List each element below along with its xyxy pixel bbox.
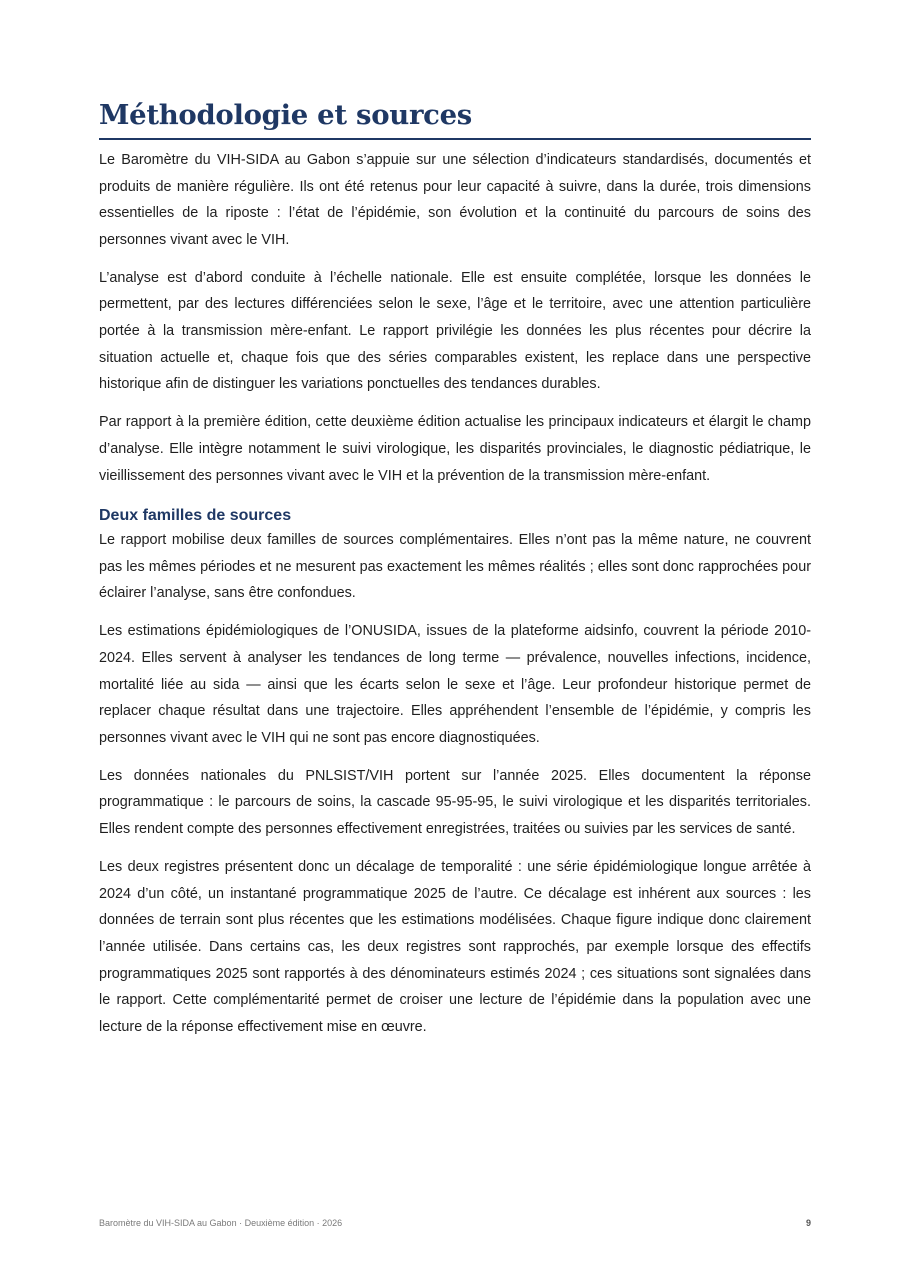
intro-paragraph: Le Baromètre du VIH-SIDA au Gabon s’appuie sur une sélection d’indicateurs standardisés, documentés et produits de manière régulière. Ils ont été retenus pour leur capacité à suivre, dans la durée, trois dimensions essentielles de la riposte : l’état de l’épidémie, son évolution et la continuité du parcours de soins des personnes vivant avec le VIH. (99, 152, 811, 248)
intro-paragraph: Par rapport à la première édition, cette deuxième édition actualise les principaux indicateurs et élargit le champ d’analyse. Elle intègre notamment le suivi virologique, les disparités provinciales, le diagnostic pédiatrique, le vieillissement des personnes vivant avec le VIH et la prévention de la transmission mère-enfant. (99, 414, 811, 484)
page-number: 9 (805, 1218, 811, 1228)
source-paragraph: Les données nationales du PNLSIST/VIH portent sur l’année 2025. Elles documentent la réponse programmatique : le parcours de soins, la cascade 95-95-95, le suivi virologique et les disparités territoriales. Elles rendent compte des personnes effectivement enregistrées, traitées ou suivies par les services de santé. (99, 767, 811, 838)
page-footer (99, 1218, 811, 1228)
source-paragraph: Les estimations épidémiologiques de l’ONUSIDA, issues de la plateforme aidsinfo, couvrent la période 2010-2024. Elles servent à analyser les tendances de long terme — prévalence, nouvelles infections, incidence, mortalité liée au sida — ainsi que les écarts selon le sexe et l’âge. Leur profondeur historique permet de replacer chaque résultat dans une trajectoire. Elles appréhendent l’ensemble de l’épidémie, y compris les personnes vivant avec le VIH qui ne sont pas encore diagnostiquées. (99, 623, 811, 746)
source-paragraph: Le rapport mobilise deux familles de sources complémentaires. Elles n’ont pas la même nature, ne couvrent pas les mêmes périodes et ne mesurent pas exactement les mêmes réalités ; elles sont donc rapprochées pour éclairer l’analyse, sans être confondues. (99, 532, 811, 602)
intro-paragraph: L’analyse est d’abord conduite à l’échelle nationale. Elle est ensuite complétée, lorsque les données le permettent, par des lectures différenciées selon le sexe, l’âge et le territoire, avec une attention particulière portée à la transmission mère-enfant. Le rapport privilégie les données les plus récentes pour décrire la situation actuelle et, chaque fois que des séries comparables existent, les replace dans une perspective historique afin de distinguer les variations ponctuelles des tendances durables. (99, 269, 811, 393)
page-title: Méthodologie et sources (99, 99, 472, 131)
section-subheading: Deux familles de sources (99, 507, 292, 525)
title-divider (99, 138, 811, 140)
page-content (99, 96, 811, 1052)
source-paragraph: Les deux registres présentent donc un décalage de temporalité : une série épidémiologique longue arrêtée à 2024 d’un côté, un instantané programmatique 2025 de l’autre. Ce décalage est inhérent aux sources : les données de terrain sont plus récentes que les estimations modélisées. Chaque figure indique donc clairement l’année utilisée. Dans certains cas, les deux registres sont rapprochés, par exemple lorsque des effectifs programmatiques 2025 sont rapportés à des dénominateurs estimés 2024 ; ces situations sont signalées dans le rapport. Cette complémentarité permet de croiser une lecture de l’épidémie dans la population avec une lecture de la réponse effectivement mise en œuvre. (99, 859, 811, 1035)
footer-text: Baromètre du VIH-SIDA au Gabon · Deuxième édition · 2026 (99, 1218, 343, 1228)
